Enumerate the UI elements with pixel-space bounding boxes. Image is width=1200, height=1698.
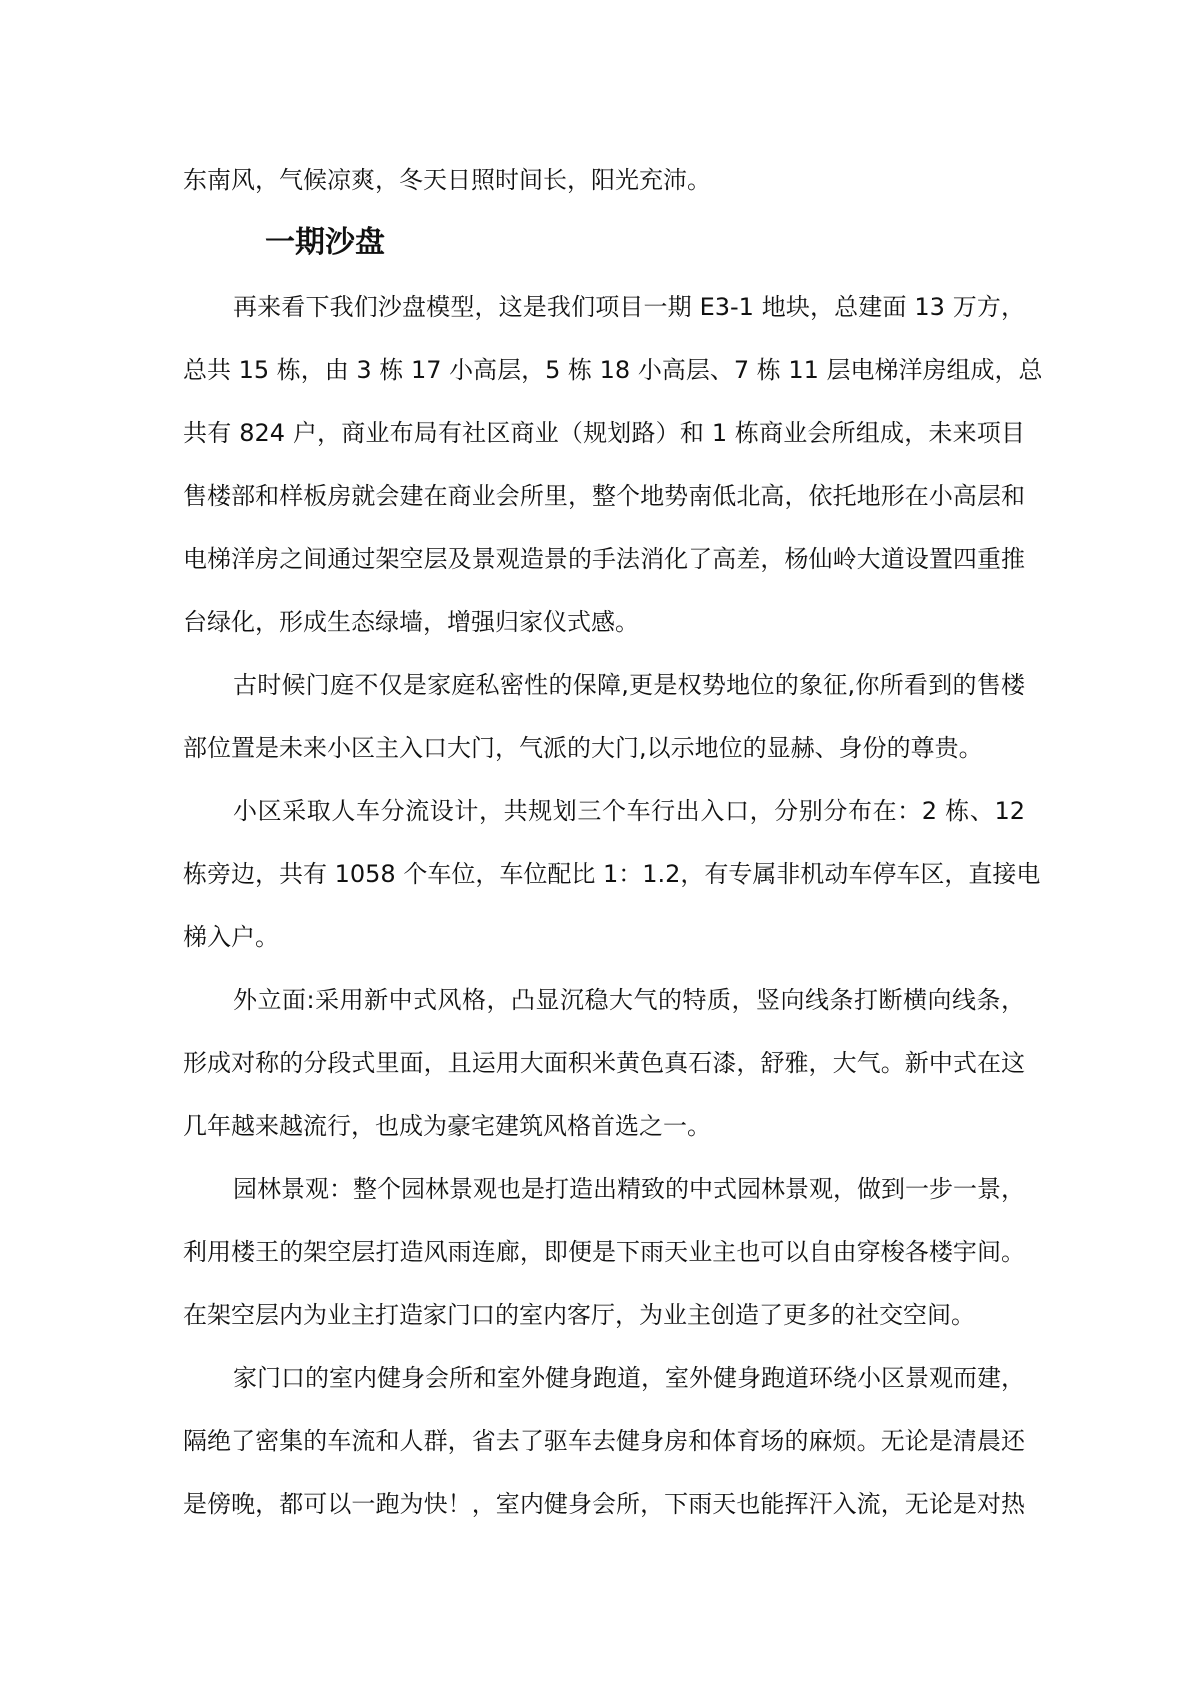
paragraph xyxy=(183,1358,1025,1547)
paragraph-line: 古时候门庭不仅是家庭私密性的保障,更是权势地位的象征,你所看到的售楼 xyxy=(233,671,1025,699)
paragraph-line: 售楼部和样板房就会建在商业会所里，整个地势南低北高，依托地形在小高层和 xyxy=(183,482,1025,510)
paragraph-line: 外立面:采用新中式风格，凸显沉稳大气的特质，竖向线条打断横向线条， xyxy=(233,986,1025,1014)
paragraph-line: 园林景观：整个园林景观也是打造出精致的中式园林景观，做到一步一景， xyxy=(233,1175,1025,1203)
paragraph-line: 几年越来越流行，也成为豪宅建筑风格首选之一。 xyxy=(183,1112,711,1140)
paragraph-line: 总共 15 栋，由 3 栋 17 小高层，5 栋 18 小高层、7 栋 11 层电梯洋房组成，总 xyxy=(183,356,1043,384)
paragraph-line: 栋旁边，共有 1058 个车位，车位配比 1：1.2，有专属非机动车停车区，直接电 xyxy=(183,860,1041,888)
paragraph xyxy=(183,665,1025,791)
paragraph xyxy=(183,980,1025,1169)
document-page xyxy=(183,160,1043,1547)
paragraph-line: 是傍晚，都可以一跑为快！，室内健身会所，下雨天也能挥汗入流，无论是对热 xyxy=(183,1490,1025,1518)
paragraph-line: 家门口的室内健身会所和室外健身跑道，室外健身跑道环绕小区景观而建， xyxy=(233,1364,1025,1392)
paragraph-line: 台绿化，形成生态绿墙，增强归家仪式感。 xyxy=(183,608,639,636)
paragraph-line: 共有 824 户，商业布局有社区商业（规划路）和 1 栋商业会所组成，未来项目 xyxy=(183,419,1025,447)
paragraph-line: 利用楼王的架空层打造风雨连廊，即便是下雨天业主也可以自由穿梭各楼宇间。 xyxy=(183,1238,1025,1266)
paragraph xyxy=(183,791,1041,980)
paragraph xyxy=(183,1169,1025,1358)
paragraph-line: 在架空层内为业主打造家门口的室内客厅，为业主创造了更多的社交空间。 xyxy=(183,1301,975,1329)
document-body xyxy=(183,287,1043,1547)
paragraph-line: 形成对称的分段式里面，且运用大面积米黄色真石漆，舒雅，大气。新中式在这 xyxy=(183,1049,1025,1077)
paragraph-line: 小区采取人车分流设计，共规划三个车行出入口，分别分布在：2 栋、12 xyxy=(233,797,1025,825)
paragraph-line: 东南风，气候凉爽，冬天日照时间长，阳光充沛。 xyxy=(183,166,711,194)
paragraph-line: 部位置是未来小区主入口大门，气派的大门,以示地位的显赫、身份的尊贵。 xyxy=(183,734,983,762)
paragraph-line: 隔绝了密集的车流和人群，省去了驱车去健身房和体育场的麻烦。无论是清晨还 xyxy=(183,1427,1025,1455)
paragraph-line: 电梯洋房之间通过架空层及景观造景的手法消化了高差，杨仙岭大道设置四重推 xyxy=(183,545,1025,573)
paragraph-line: 梯入户。 xyxy=(183,923,279,951)
section-heading: 一期沙盘 xyxy=(265,225,385,260)
paragraph xyxy=(183,287,1043,665)
paragraph-line: 再来看下我们沙盘模型，这是我们项目一期 E3-1 地块，总建面 13 万方， xyxy=(233,293,1025,321)
